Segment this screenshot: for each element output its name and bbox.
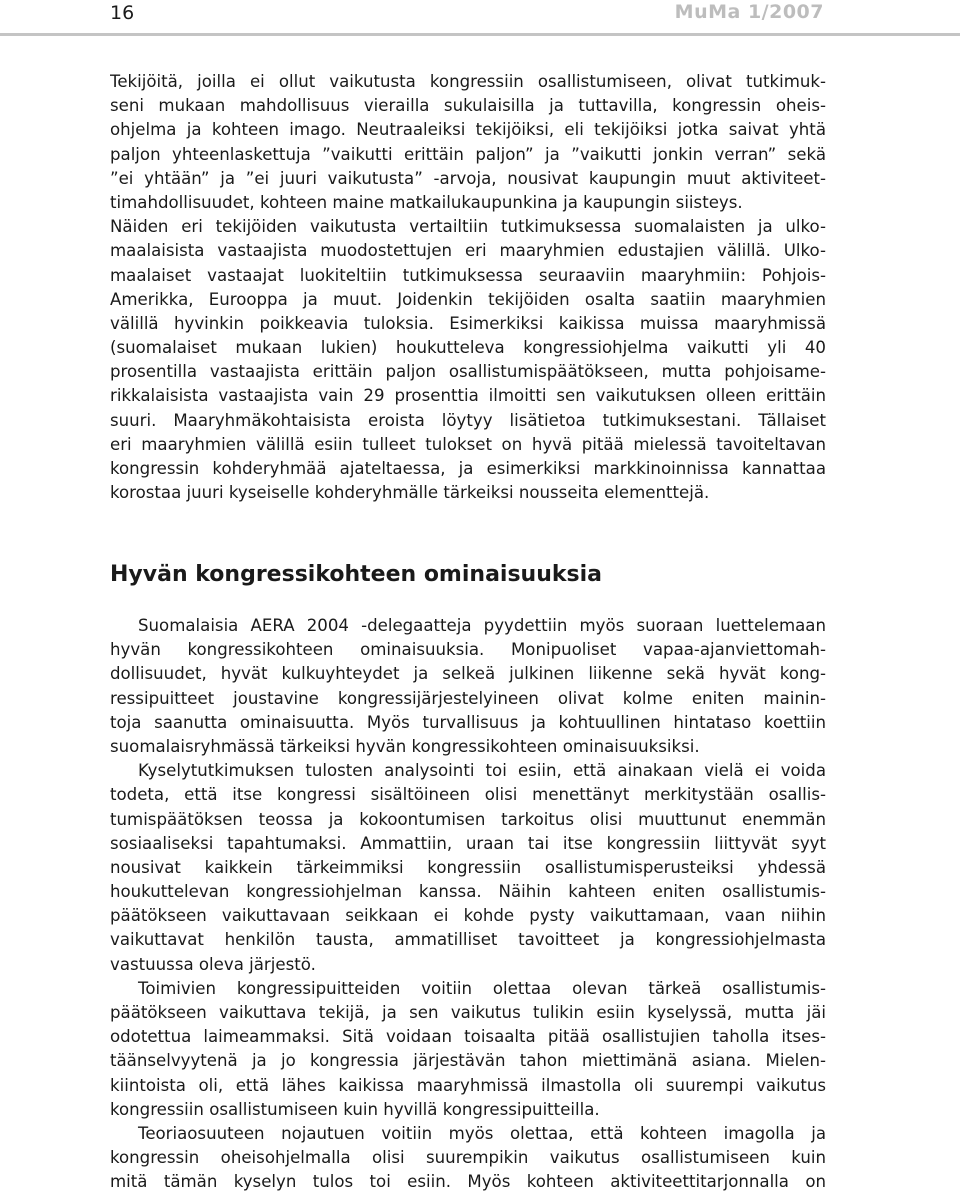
text-line: eri maaryhmien välillä esiin tulleet tulokset on hyvä pitää mielessä tavoiteltavan	[110, 434, 826, 454]
page-number: 16	[110, 2, 135, 24]
text-line: Kyselytutkimuksen tulosten analysointi toi esiin, että ainakaan vielä ei voida	[138, 761, 826, 781]
text-line: seni mukaan mahdollisuus vierailla sukulaisilla ja tuttavilla, kongressin oheis-	[110, 96, 826, 116]
journal-name: MuMa 1/2007	[674, 1, 824, 23]
text-line: päätökseen vaikuttavaan seikkaan ei kohde pysty vaikuttamaan, vaan niihin	[110, 906, 826, 926]
text-line: Tekijöitä, joilla ei ollut vaikutusta kongressiin osallistumiseen, olivat tutkimuk-	[110, 72, 826, 91]
text-line: prosentilla vastaajista erittäin paljon osallistumispäätökseen, mutta pohjoisame-	[110, 362, 826, 382]
text-line: nousivat kaikkein tärkeimmiksi kongressiin osallistumisperusteiksi yhdessä	[110, 857, 826, 877]
text-line: Suomalaisia AERA 2004 -delegaatteja pyydettiin myös suoraan luettelemaan	[138, 616, 826, 635]
text-line: ressipuitteet joustavine kongressijärjestelyineen olivat kolme eniten mainin-	[110, 688, 826, 708]
text-line: päätökseen vaikuttava tekijä, ja sen vaikutus tulikin esiin kyselyssä, mutta jäi	[110, 1003, 826, 1022]
text-line: Amerikka, Eurooppa ja muut. Joidenkin tekijöiden osalta saatiin maaryhmien	[110, 289, 826, 309]
text-line: korostaa juuri kyseiselle kohderyhmälle tärkeiksi nousseita elementtejä.	[110, 483, 710, 503]
text-line: kongressiin osallistumiseen kuin hyvillä kongressipuitteilla.	[110, 1099, 600, 1119]
text-line: kongressin kohderyhmää ajateltaessa, ja esimerkiksi markkinoinnissa kannattaa	[110, 459, 826, 478]
text-line: toja saanutta ominaisuutta. Myös turvallisuus ja kohtuullinen hintataso koettiin	[110, 712, 826, 732]
text-line: suuri. Maaryhmäkohtaisista eroista löytyy lisätietoa tutkimuksestani. Tällaiset	[110, 410, 826, 430]
text-line: Toimivien kongressipuitteiden voitiin olettaa olevan tärkeä osallistumis-	[138, 978, 826, 998]
page-header	[0, 0, 960, 36]
body-text-section-1	[110, 70, 826, 505]
text-line: todeta, että itse kongressi sisältöineen olisi menettänyt merkitystään osallis-	[110, 785, 826, 805]
text-line: tumispäätöksen teossa ja kokoontumisen tarkoitus olisi muuttunut enemmän	[110, 809, 826, 829]
text-line: sosiaaliseksi tapahtumaksi. Ammattiin, uraan tai itse kongressiin liittyvät syyt	[110, 833, 826, 853]
section-heading: Hyvän kongressikohteen ominaisuuksia	[110, 562, 602, 587]
text-line: rikkalaisista vastaajista vain 29 prosenttia ilmoitti sen vaikutuksen olleen erittäin	[110, 386, 826, 406]
text-line: välillä hyvinkin poikkeavia tuloksia. Esimerkiksi kaikissa muissa maaryhmissä	[110, 313, 826, 333]
text-line: täänselvyytenä ja jo kongressia järjestävän tahon miettimänä asiana. Mielen-	[110, 1051, 826, 1071]
text-line: mitä tämän kyselyn tulos toi esiin. Myös kohteen aktiviteettitarjonnalla on	[110, 1172, 826, 1192]
text-line: kongressin oheisohjelmalla olisi suurempikin vaikutus osallistumiseen kuin	[110, 1148, 826, 1168]
text-line: maalaisista vastaajista muodostettujen eri maaryhmien edustajien välillä. Ulko-	[110, 241, 826, 261]
text-line: Näiden eri tekijöiden vaikutusta vertailtiin tutkimuksessa suomalaisten ja ulko-	[110, 217, 826, 237]
text-line: Teoriaosuuteen nojautuen voitiin myös olettaa, että kohteen imagolla ja	[138, 1123, 826, 1143]
text-line: ”ei yhtään” ja ”ei juuri vaikutusta” -arvoja, nousivat kaupungin muut aktiviteet-	[110, 168, 826, 188]
body-text-section-2	[110, 614, 826, 1195]
text-line: paljon yhteenlaskettuja ”vaikutti erittäin paljon” ja ”vaikutti jonkin verran” sekä	[110, 144, 826, 164]
text-line: suomalaisryhmässä tärkeiksi hyvän kongressikohteen ominaisuuksiksi.	[110, 736, 700, 756]
text-line: hyvän kongressikohteen ominaisuuksia. Monipuoliset vapaa-ajanviettomah-	[110, 640, 826, 660]
text-line: timahdollisuudet, kohteen maine matkailukaupunkina ja kaupungin siisteys.	[110, 192, 743, 212]
text-line: ohjelma ja kohteen imago. Neutraaleiksi tekijöiksi, eli tekijöiksi jotka saivat yhtä	[110, 120, 826, 140]
text-line: houkuttelevan kongressiohjelman kanssa. Näihin kahteen eniten osallistumis-	[110, 882, 826, 902]
text-line: vaikuttavat henkilön tausta, ammatilliset tavoitteet ja kongressiohjelmasta	[110, 930, 826, 950]
text-line: kiintoista oli, että lähes kaikissa maaryhmissä ilmastolla oli suurempi vaikutus	[110, 1075, 826, 1095]
text-line: dollisuudet, hyvät kulkuyhteydet ja selkeä julkinen liikenne sekä hyvät kong-	[110, 664, 826, 684]
text-line: odotettua laimeammaksi. Sitä voidaan toisaalta pitää osallistujien taholla itses-	[110, 1027, 826, 1047]
text-line: maalaiset vastaajat luokiteltiin tutkimuksessa seuraaviin maaryhmiin: Pohjois-	[110, 265, 826, 285]
text-line: vastuussa oleva järjestö.	[110, 954, 316, 974]
text-line: (suomalaiset mukaan lukien) houkutteleva kongressiohjelma vaikutti yli 40	[110, 338, 826, 358]
